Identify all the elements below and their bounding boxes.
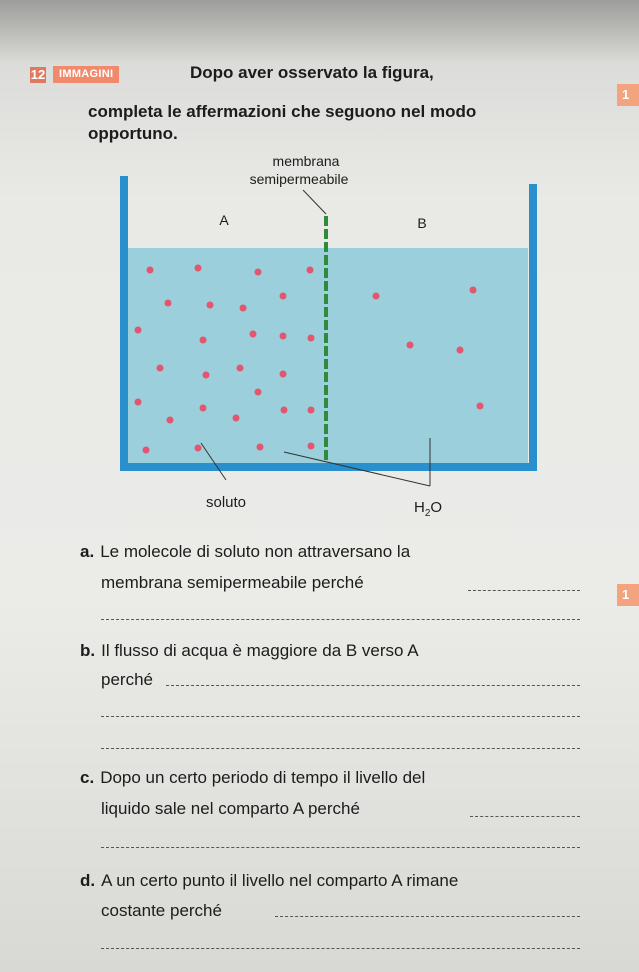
solute-dot bbox=[407, 342, 414, 349]
osmosis-figure bbox=[118, 150, 543, 530]
question-b-line2: perché bbox=[101, 670, 153, 689]
water-label: $H_2O$ bbox=[414, 499, 443, 519]
solute-dot bbox=[135, 399, 142, 406]
solute-dot bbox=[195, 265, 202, 272]
solute-dot bbox=[257, 444, 264, 451]
answer-line-d2[interactable] bbox=[101, 948, 580, 949]
exercise-title-line1: Dopo aver osservato la figura, bbox=[190, 63, 434, 82]
solute-dot bbox=[147, 267, 154, 274]
question-b bbox=[80, 640, 600, 662]
solute-dot bbox=[233, 415, 240, 422]
solute-dot bbox=[373, 293, 380, 300]
question-c bbox=[80, 767, 600, 789]
solute-dot bbox=[255, 389, 262, 396]
exercise-title-line2: completa le affermazioni che seguono nel modo bbox=[88, 102, 477, 121]
solute-dot bbox=[307, 267, 314, 274]
question-text: Le molecole di soluto non attraversano la bbox=[100, 542, 411, 561]
question-letter: c. bbox=[80, 768, 95, 787]
solute-dot bbox=[195, 445, 202, 452]
solute-dot bbox=[237, 365, 244, 372]
solute-dot bbox=[143, 447, 150, 454]
solute-dot bbox=[280, 333, 287, 340]
answer-line-c2[interactable] bbox=[101, 847, 580, 848]
solute-dot bbox=[281, 407, 288, 414]
solute-dot bbox=[157, 365, 164, 372]
answer-line-b3[interactable] bbox=[101, 748, 580, 749]
compartment-b-label: B bbox=[417, 215, 427, 231]
question-d bbox=[80, 870, 600, 892]
solute-dot bbox=[470, 287, 477, 294]
answer-line-a2[interactable] bbox=[101, 619, 580, 620]
solute-dot bbox=[240, 305, 247, 312]
answer-line-c1[interactable] bbox=[470, 816, 580, 817]
question-a-line2: membrana semipermeabile perché bbox=[101, 573, 364, 592]
question-letter: b. bbox=[80, 641, 96, 660]
question-d-line2: costante perché bbox=[101, 901, 222, 920]
side-number-mid: 1 bbox=[617, 584, 639, 606]
question-a bbox=[80, 541, 600, 563]
solute-dot bbox=[135, 327, 142, 334]
solute-dot bbox=[477, 403, 484, 410]
answer-line-b2[interactable] bbox=[101, 716, 580, 717]
membrane-label-1: membrana bbox=[272, 153, 340, 169]
exercise-number: 12 bbox=[30, 67, 46, 82]
solute-label: soluto bbox=[205, 494, 247, 511]
exercise-title-line3: opportuno. bbox=[88, 124, 178, 143]
solute-dot bbox=[308, 335, 315, 342]
solute-dot bbox=[167, 417, 174, 424]
solute-dot bbox=[457, 347, 464, 354]
question-letter: d. bbox=[80, 871, 96, 890]
solute-dot bbox=[308, 443, 315, 450]
solute-dot bbox=[255, 269, 262, 276]
solute-dot bbox=[280, 371, 287, 378]
question-text: A un certo punto il livello nel comparto A rimane bbox=[101, 871, 459, 890]
solute-dot bbox=[280, 293, 287, 300]
solute-dot bbox=[165, 300, 172, 307]
solute-dot bbox=[200, 405, 207, 412]
answer-line-d1[interactable] bbox=[275, 916, 580, 917]
question-text: Il flusso di acqua è maggiore da B verso A bbox=[101, 641, 419, 660]
solute-dot bbox=[203, 372, 210, 379]
exercise-tag: IMMAGINI bbox=[53, 66, 119, 83]
solute-dot bbox=[250, 331, 257, 338]
question-text: Dopo un certo periodo di tempo il livello del bbox=[100, 768, 426, 787]
membrane-label-2: semipermeabile bbox=[249, 171, 349, 187]
side-number-top: 1 bbox=[617, 84, 639, 106]
solute-dot bbox=[200, 337, 207, 344]
compartment-a-label: A bbox=[219, 212, 229, 228]
question-c-line2: liquido sale nel comparto A perché bbox=[101, 799, 360, 818]
solute-dot bbox=[308, 407, 315, 414]
answer-line-b1[interactable] bbox=[166, 685, 580, 686]
answer-line-a1[interactable] bbox=[468, 590, 580, 591]
question-letter: a. bbox=[80, 542, 95, 561]
solute-dot bbox=[207, 302, 214, 309]
